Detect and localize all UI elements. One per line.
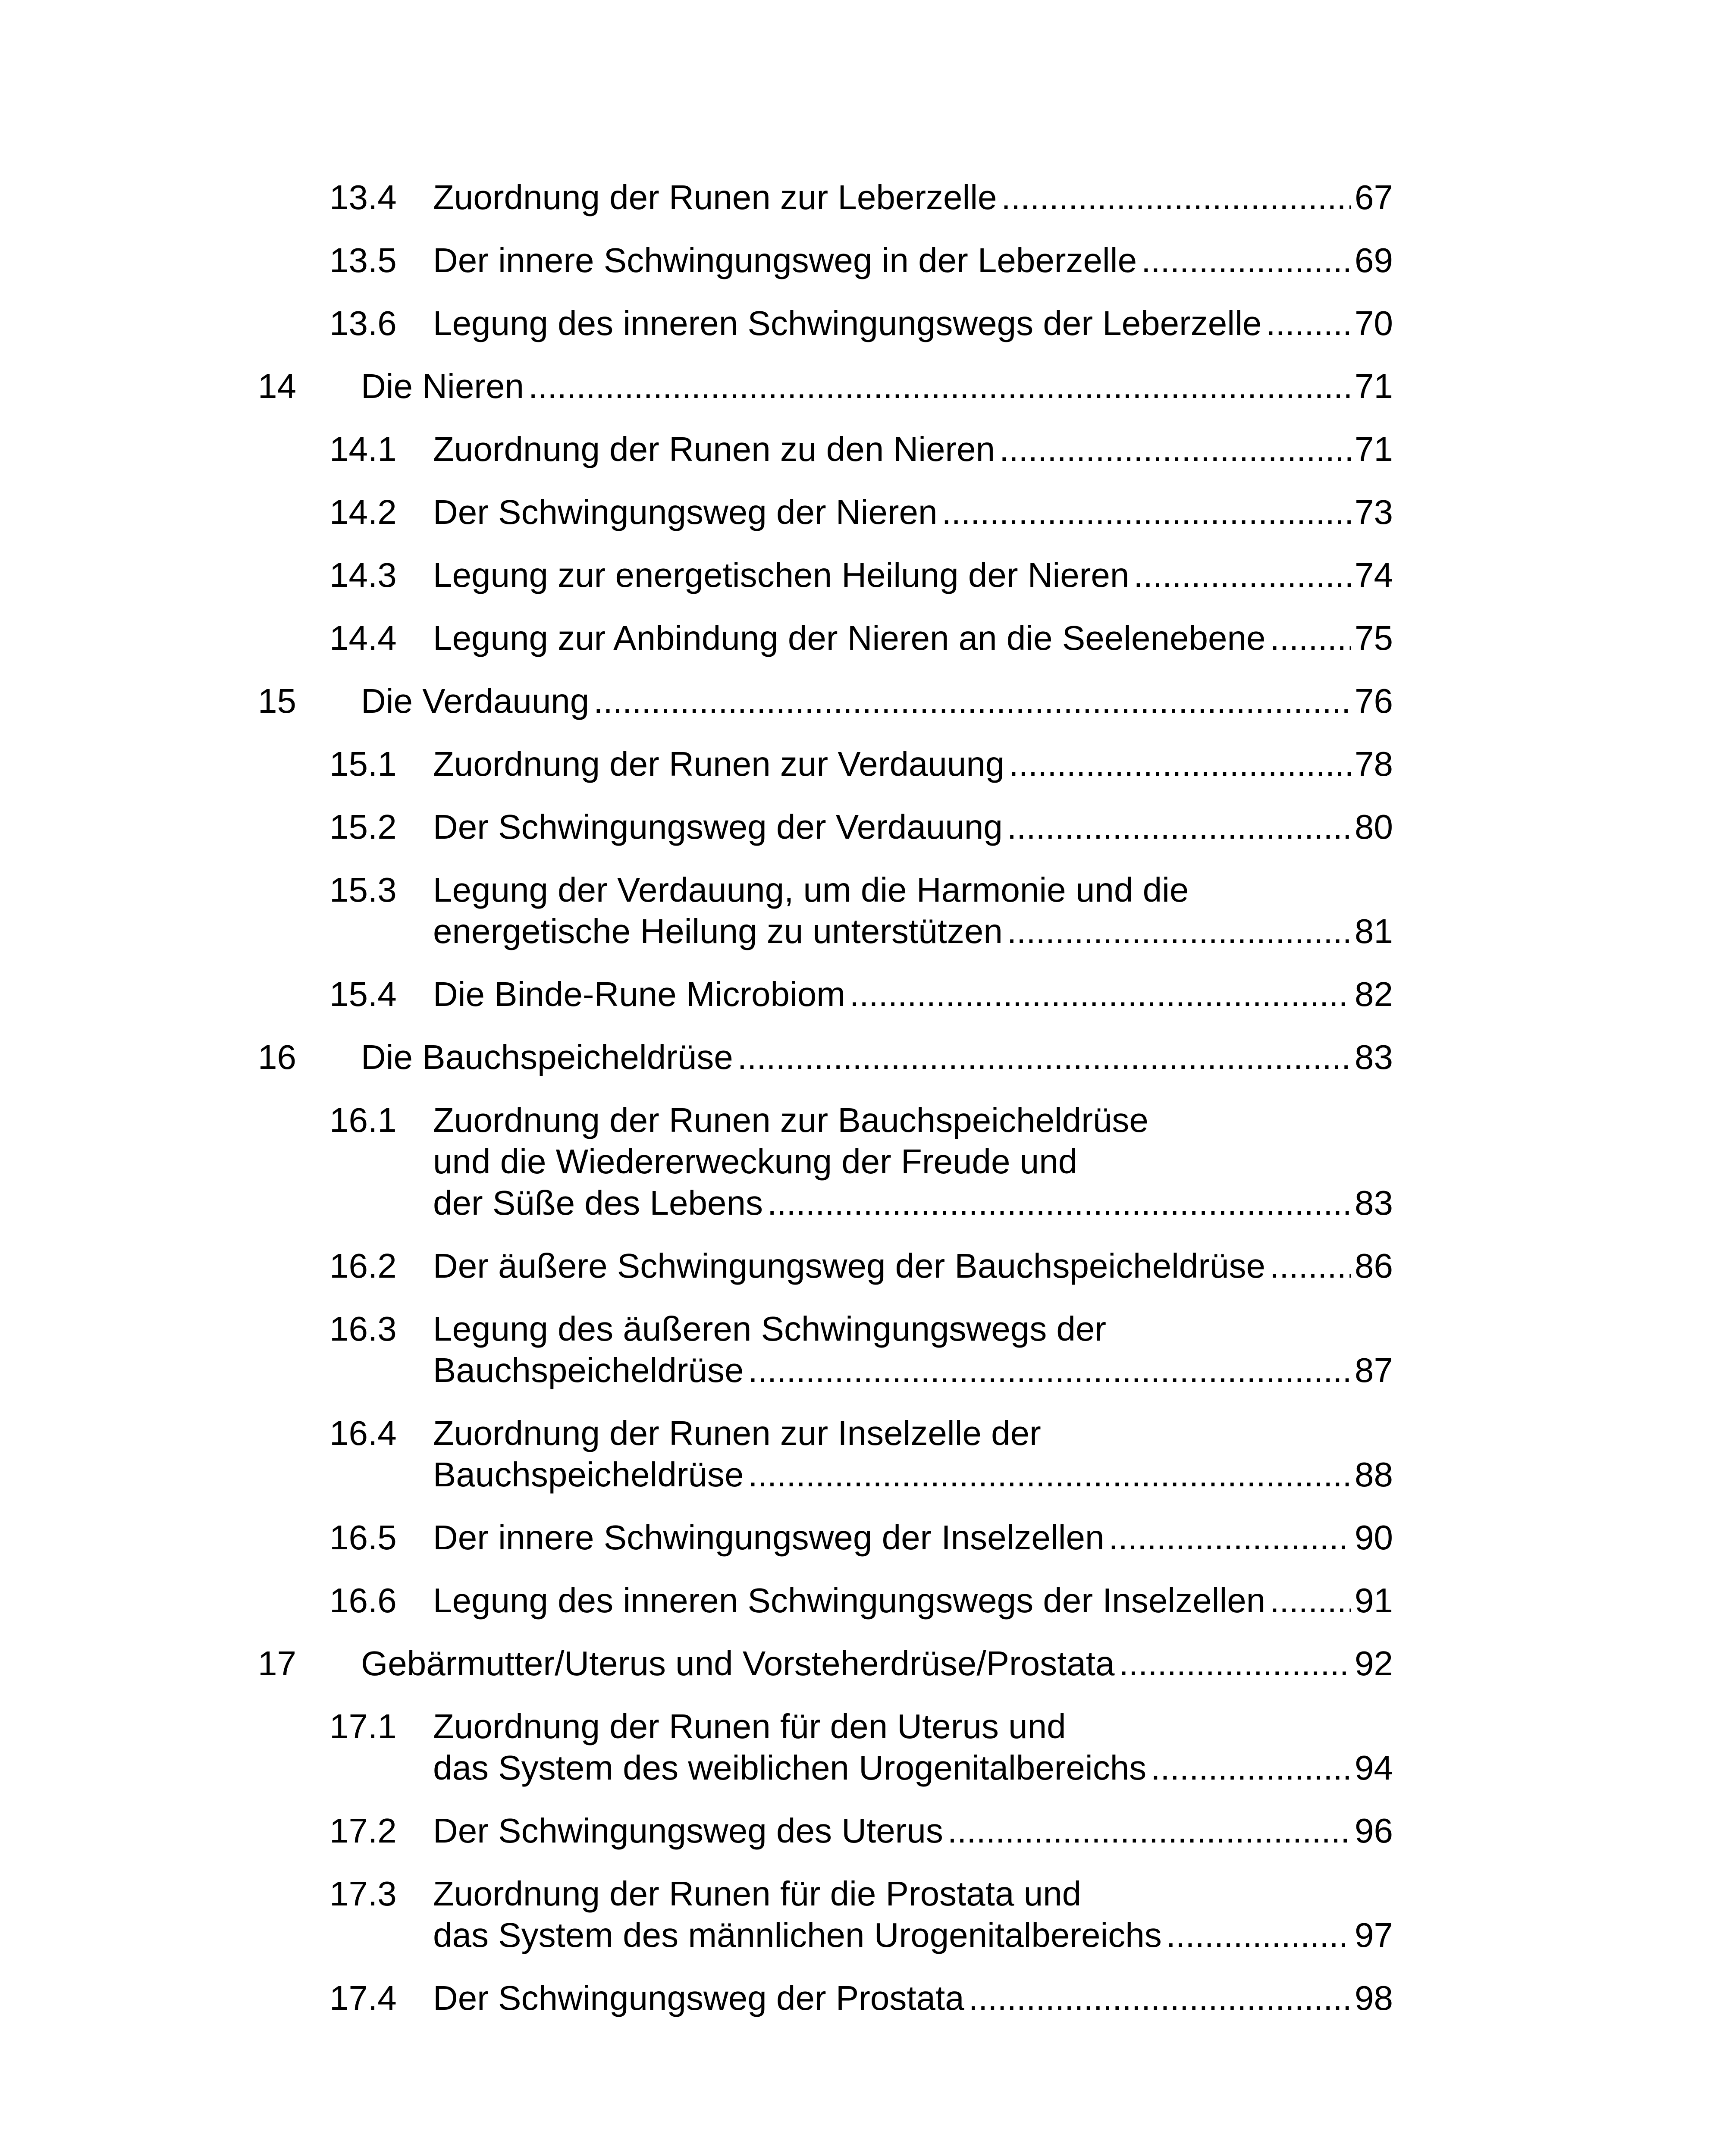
toc-entry-number: 16.5 [329,1518,397,1557]
dot-leader [748,1350,1351,1391]
toc-entry-number: 14.2 [329,493,397,531]
toc-section-entry [258,1580,1393,1621]
toc-title-line: energetische Heilung zu unterstützen [433,912,1003,950]
toc-chapter-entry [258,1643,1393,1684]
toc-page-number: 96 [1355,1811,1393,1850]
toc-entry-title [258,555,1393,596]
toc-chapter-entry [258,680,1393,722]
toc-title-line: Die Binde-Rune Microbiom [433,975,845,1013]
toc-entry-number: 14.3 [329,556,397,594]
dot-leader [969,1977,1351,2019]
dot-leader [737,1037,1351,1078]
dot-leader [1009,743,1351,785]
toc-title-line: Legung zur energetischen Heilung der Nieren [433,556,1130,594]
toc-title-line: der Süße des Lebens [433,1184,763,1222]
toc-page-number: 67 [1355,178,1393,216]
toc-entry-number: 14.1 [329,430,397,468]
toc-entry-title [258,1810,1393,1852]
toc-page-number: 73 [1355,493,1393,531]
dot-leader [948,1810,1351,1852]
toc-entry-title [258,240,1393,281]
toc-title-line: Der innere Schwingungsweg der Inselzellen [433,1518,1104,1557]
toc-entry-number: 16.3 [329,1310,397,1348]
toc-section-entry [258,492,1393,533]
toc-page-number: 80 [1355,808,1393,846]
toc-title-line: Zuordnung der Runen für die Prostata und [433,1874,1082,1913]
toc-page-number: 74 [1355,556,1393,594]
toc-entry-number: 15.4 [329,975,397,1013]
toc-page-number: 76 [1355,682,1393,720]
toc-title-line: Zuordnung der Runen zur Verdauung [433,745,1005,783]
toc-entry-title [258,1580,1393,1621]
toc-page-number: 78 [1355,745,1393,783]
toc-title-line: Der Schwingungsweg des Uterus [433,1811,943,1850]
toc-section-entry [258,555,1393,596]
toc-entry-number: 16.1 [329,1101,397,1139]
toc-page-number: 86 [1355,1247,1393,1285]
toc-entry-title [258,743,1393,785]
toc-entry-title [258,1245,1393,1287]
toc-title-line: Der Schwingungsweg der Nieren [433,493,938,531]
toc-entry-title [258,1413,1393,1495]
table-of-contents [258,177,1393,2040]
toc-section-entry [258,1245,1393,1287]
dot-leader [1166,1915,1351,1956]
toc-entry-title [258,366,1393,407]
toc-entry-number: 16.6 [329,1581,397,1620]
toc-title-line: Zuordnung der Runen zur Bauchspeicheldrüse [433,1101,1148,1139]
dot-leader [1133,555,1351,596]
dot-leader [593,680,1351,722]
toc-page-number: 87 [1355,1351,1393,1389]
toc-page-number: 83 [1355,1038,1393,1076]
toc-title-line: und die Wiedererweckung der Freude und [433,1142,1078,1181]
dot-leader [999,429,1351,470]
toc-page-number: 92 [1355,1644,1393,1683]
toc-entry-title [258,1873,1393,1956]
toc-entry-number: 17.4 [329,1979,397,2017]
toc-entry-number: 14 [258,367,296,405]
dot-leader [767,1182,1351,1224]
toc-section-entry [258,177,1393,218]
toc-title-line: das System des männlichen Urogenitalbereichs [433,1916,1162,1954]
toc-entry-title [258,617,1393,659]
toc-page-number: 71 [1355,367,1393,405]
toc-title-line: Bauchspeicheldrüse [433,1455,744,1494]
toc-page-number: 83 [1355,1184,1393,1222]
toc-entry-title [258,1706,1393,1789]
dot-leader [1007,911,1351,952]
dot-leader [1119,1643,1351,1684]
toc-page-number: 81 [1355,912,1393,950]
toc-page-number: 70 [1355,304,1393,342]
toc-section-entry [258,1977,1393,2019]
dot-leader [1007,806,1351,848]
toc-page-number: 98 [1355,1979,1393,2017]
toc-page-number: 94 [1355,1749,1393,1787]
toc-chapter-entry [258,366,1393,407]
toc-title-line: Die Verdauung [361,682,590,720]
dot-leader [942,492,1352,533]
dot-leader [850,974,1351,1015]
toc-entry-number: 16.4 [329,1414,397,1452]
toc-entry-title [258,429,1393,470]
dot-leader [1001,177,1352,218]
dot-leader [748,1454,1351,1495]
toc-title-line: Legung des äußeren Schwingungswegs der [433,1310,1107,1348]
toc-page-number: 90 [1355,1518,1393,1557]
toc-entry-number: 15 [258,682,296,720]
toc-page-number: 69 [1355,241,1393,279]
toc-entry-number: 13.6 [329,304,397,342]
toc-title-line: Bauchspeicheldrüse [433,1351,744,1389]
toc-entry-number: 17 [258,1644,296,1683]
toc-title-line: Legung des inneren Schwingungswegs der Inselzellen [433,1581,1266,1620]
toc-entry-title [258,869,1393,952]
toc-title-line: Legung zur Anbindung der Nieren an die Seelenebene [433,619,1266,657]
toc-section-entry [258,1706,1393,1789]
toc-entry-number: 17.1 [329,1707,397,1745]
toc-title-line: Legung des inneren Schwingungswegs der Leberzelle [433,304,1262,342]
dot-leader [1108,1517,1351,1558]
toc-title-line: Gebärmutter/Uterus und Vorsteherdrüse/Prostata [361,1644,1115,1683]
dot-leader [1270,617,1351,659]
toc-title-line: Zuordnung der Runen zu den Nieren [433,430,995,468]
toc-title-line: das System des weiblichen Urogenitalbereichs [433,1749,1147,1787]
toc-page-number: 91 [1355,1581,1393,1620]
toc-entry-number: 15.2 [329,808,397,846]
dot-leader [1270,1580,1351,1621]
toc-page-number: 71 [1355,430,1393,468]
toc-section-entry [258,429,1393,470]
toc-page-number: 97 [1355,1916,1393,1954]
toc-title-line: Die Nieren [361,367,524,405]
toc-entry-title [258,806,1393,848]
toc-entry-number: 13.4 [329,178,397,216]
toc-entry-title [258,1100,1393,1224]
toc-entry-title [258,303,1393,344]
toc-title-line: Zuordnung der Runen zur Inselzelle der [433,1414,1041,1452]
toc-title-line: Zuordnung der Runen zur Leberzelle [433,178,997,216]
toc-entry-title [258,1977,1393,2019]
toc-entry-number: 14.4 [329,619,397,657]
dot-leader [1141,240,1351,281]
toc-entry-title [258,1308,1393,1391]
toc-entry-title [258,1643,1393,1684]
toc-page-number: 75 [1355,619,1393,657]
toc-entry-number: 17.3 [329,1874,397,1913]
dot-leader [1270,1245,1351,1287]
dot-leader [528,366,1351,407]
toc-page-number: 88 [1355,1455,1393,1494]
toc-section-entry [258,1873,1393,1956]
toc-page-number: 82 [1355,975,1393,1013]
toc-section-entry [258,1100,1393,1224]
toc-section-entry [258,1810,1393,1852]
toc-section-entry [258,974,1393,1015]
toc-section-entry [258,1413,1393,1495]
toc-entry-number: 16 [258,1038,296,1076]
toc-entry-title [258,177,1393,218]
toc-title-line: Die Bauchspeicheldrüse [361,1038,733,1076]
toc-entry-title [258,1037,1393,1078]
toc-entry-title [258,1517,1393,1558]
toc-section-entry [258,303,1393,344]
toc-title-line: Der Schwingungsweg der Prostata [433,1979,964,2017]
toc-section-entry [258,806,1393,848]
toc-chapter-entry [258,1037,1393,1078]
toc-entry-number: 17.2 [329,1811,397,1850]
toc-entry-number: 16.2 [329,1247,397,1285]
toc-entry-title [258,492,1393,533]
toc-title-line: Der innere Schwingungsweg in der Leberzelle [433,241,1137,279]
dot-leader [1151,1747,1351,1789]
toc-entry-title [258,680,1393,722]
toc-section-entry [258,240,1393,281]
toc-section-entry [258,869,1393,952]
toc-title-line: Der Schwingungsweg der Verdauung [433,808,1003,846]
toc-title-line: Legung der Verdauung, um die Harmonie und die [433,871,1189,909]
toc-entry-number: 15.3 [329,871,397,909]
toc-section-entry [258,617,1393,659]
toc-section-entry [258,1517,1393,1558]
toc-title-line: Der äußere Schwingungsweg der Bauchspeicheldrüse [433,1247,1265,1285]
toc-entry-number: 15.1 [329,745,397,783]
toc-entry-title [258,974,1393,1015]
dot-leader [1266,303,1351,344]
toc-section-entry [258,1308,1393,1391]
toc-section-entry [258,743,1393,785]
toc-title-line: Zuordnung der Runen für den Uterus und [433,1707,1066,1745]
toc-entry-number: 13.5 [329,241,397,279]
